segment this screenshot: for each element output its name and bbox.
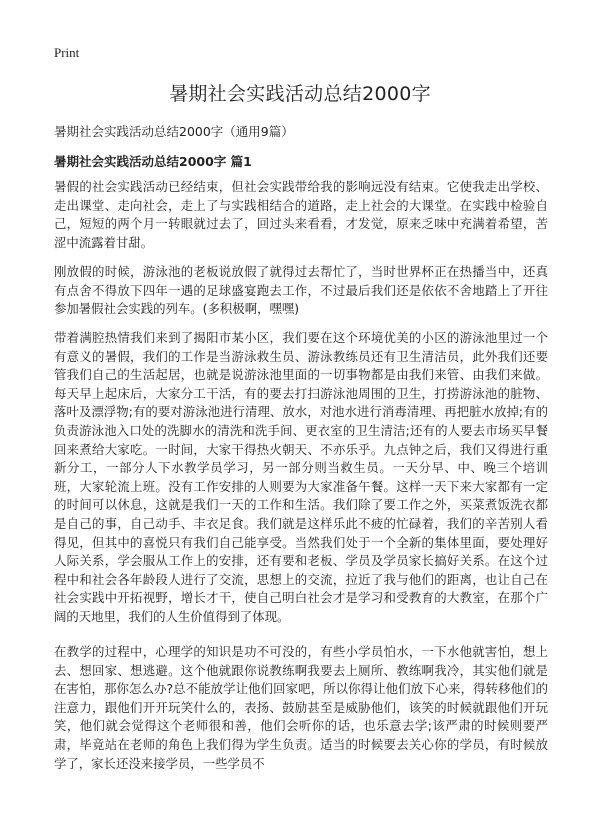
paragraph-2: 刚放假的时候，游泳池的老板说放假了就得过去帮忙了，当时世界杯正在热播当中，还真有点舍不得放下四年一遇的足球盛宴跑去工作，不过最后我们还是依依不舍地踏上了开往参加暑假社会实践的列车。(多积极啊，嘿嘿)	[54, 264, 548, 317]
document-subtitle: 暑期社会实践活动总结2000字（通用9篇）	[54, 124, 294, 139]
document-title: 暑期社会实践活动总结2000字	[169, 83, 431, 105]
paragraph-1: 暑假的社会实践活动已经结束，但社会实践带给我的影响远没有结束。它使我走出学校、走出课堂、走向社会，走上了与实践相结合的道路，走上社会的大课堂。在实践中检验自己，短短的两个月一转眼就过去了，回过头来看看，才发觉，原来乏味中充满着希望，苦涩中流露着甘甜。	[54, 179, 548, 250]
section-heading: 暑期社会实践活动总结2000字 篇1	[54, 154, 252, 169]
paragraph-3: 带着满腔热情我们来到了揭阳市某小区，我们要在这个环境优美的小区的游泳池里过一个有意义的暑假，我们的工作是当游泳救生员、游泳教练员还有卫生清洁员，此外我们还要管我们自己的生活起居，也就是说游泳池里面的一切事物都是由我们来管、由我们来做。每天早上起床后，大家分工干活，有的要去打扫游泳池周围的卫生，打捞游泳池的脏物、落叶及漂浮物;有的要对游泳池进行清理、放水，对池水进行消毒清理、再把脏水放掉;有的负责游泳池入口处的洗脚水的清洗和洗手间、更衣室的卫生清洁;还有的人要去市场买早餐回来煮给大家吃。一时间，大家干得热火朝天、不亦乐乎。九点钟之后，我们又得进行重新分工，一部分人下水教学员学习，另一部分则当救生员。一天分早、中、晚三个培训班，大家轮流上班。没有工作安排的人则要为大家准备午餐。这样一天下来大家都有一定的时间可以休息，这就是我们一天的工作和生活。我们除了要工作之外，买菜煮饭洗衣都是自己的事，自己动手、丰衣足食。我们就是这样乐此不疲的忙碌着，我们的辛苦别人看得见，但其中的喜悦只有我们自己能享受。当然我们处于一个全新的集体里面，要处理好人际关系，学会服从工作上的安排，还有要和老板、学员及学员家长搞好关系。在这个过程中和社会各年龄段人进行了交流，思想上的交流，拉近了我与他们的距离，也让自己在社会实践中开拓视野，增长才干，使自己明白社会才是学习和受教育的大教室，在那个广阔的天地里，我们的人生价值得到了体现。	[54, 330, 548, 624]
print-link[interactable]: Print	[54, 45, 80, 60]
paragraph-4: 在教学的过程中，心理学的知识是功不可没的，有些小学员怕水，一下水他就害怕，想上去、想回家、想逃避。这个他就跟你说教练啊我要去上厕所、教练啊我冷，其实他们就是在害怕，那你怎么办?总不能放学让他们回家吧，所以你得让他们放下心来，得转移他们的注意力，跟他们开开玩笑什么的，表扬、鼓励甚至是威胁他们，该笑的时候就跟他们开玩笑，他们就会觉得这个老师很和善，他们会听你的话，也乐意去学;该严肃的时候则要严肃，毕竟站在老师的角色上我们得为学生负责。适当的时候要去关心你的学员，有时候放学了，家长还没来接学员，一些学员不	[54, 644, 548, 771]
